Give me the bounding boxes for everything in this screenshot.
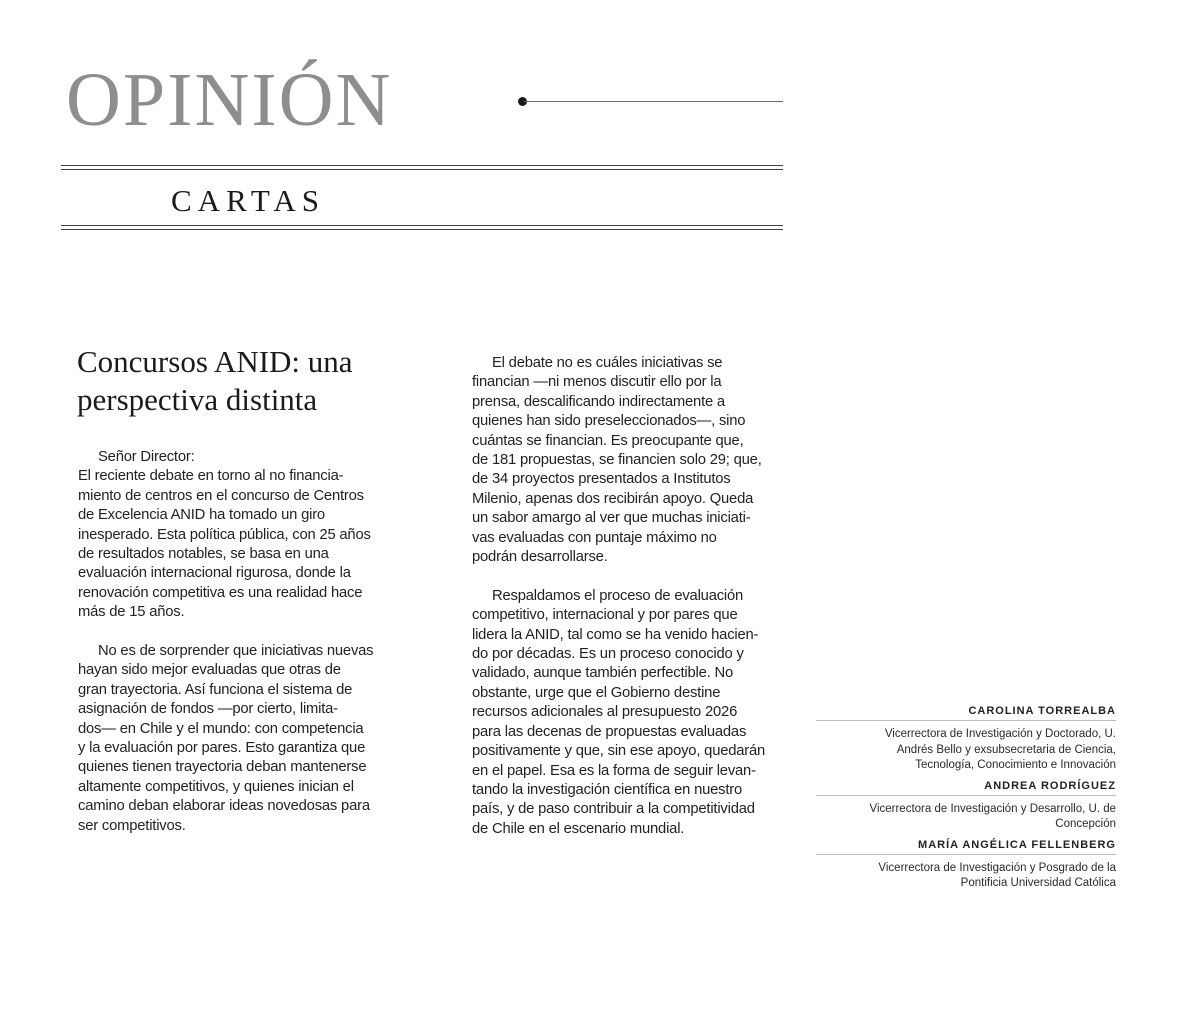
text-line: de Chile en el escenario mundial. [472,820,685,837]
text-line: prensa, descalificando indirectamente a [472,393,725,410]
signature-role [816,802,1116,833]
section-title: OPINIÓN [66,58,393,142]
text-line: vas evaluadas con puntaje máximo no [472,529,717,546]
signature-name: ANDREA RODRÍGUEZ [816,780,1116,796]
headline-line: perspectiva distinta [77,382,318,417]
text-line: El debate no es cuáles iniciativas se [492,355,723,371]
text-line: podrán desarrollarse. [472,549,608,566]
text-line: un sabor amargo al ver que muchas iniciati- [472,510,751,527]
text-line: Respaldamos el proceso de evaluación [492,587,744,604]
text-line: dos— en Chile y el mundo: con competencia [78,720,364,737]
text-line: quienes han sido preseleccionados—, sino [472,413,746,430]
text-line: altamente competitivos, y quienes inician el [78,778,354,795]
text-line: ser competitivos. [78,817,186,834]
article-headline [77,343,427,419]
article-column-1 [78,448,418,836]
text-line: de resultados notables, se basa en una [78,546,329,563]
signature-name: MARÍA ANGÉLICA FELLENBERG [816,839,1116,855]
text-line: inesperado. Esta política pública, con 25 años [78,526,371,543]
article-column-2 [472,354,812,839]
text-line: camino deban elaborar ideas novedosas para [78,798,370,815]
role-line: Vicerrectora de Investigación y Posgrado de la [878,861,1116,874]
text-line: recursos adicionales al presupuesto 2026 [472,704,738,721]
signature [816,705,1116,774]
text-line: financian —ni menos discutir ello por la [472,374,722,391]
text-line: de Excelencia ANID ha tomado un giro [78,507,325,524]
header-rule-bottom [61,225,783,230]
text-line: hayan sido mejor evaluadas que otras de [78,662,341,679]
text-line: para las decenas de propuestas evaluadas [472,723,747,740]
signature [816,780,1116,833]
text-line: miento de centros en el concurso de Centros [78,487,364,504]
signature [816,839,1116,892]
text-line: competitivo, internacional y por pares que [472,607,738,624]
text-line: obstante, urge que el Gobierno destine [472,684,721,701]
paragraph-gap [472,567,812,586]
text-line: y la evaluación por pares. Esto garantiza que [78,740,366,757]
role-line: Vicerrectora de Investigación y Doctorado, U. [884,728,1116,740]
text-line: validado, aunque también perfectible. No [472,665,733,682]
headline-line: Concursos ANID: una [77,344,353,379]
role-line: Andrés Bello y exsubsecretaria de Ciencia, [896,743,1116,756]
text-line: de 181 propuestas, se financien solo 29; que, [472,452,762,469]
text-line: renovación competitiva es una realidad hace [78,584,363,601]
header-rule-top [61,165,783,170]
text-line: gran trayectoria. Así funciona el sistema de [78,681,353,698]
text-line: más de 15 años. [78,604,185,621]
paragraph-gap [78,623,418,642]
text-line: quienes tienen trayectoria deban mantenerse [78,759,367,776]
text-line: de 34 proyectos presentados a Institutos [472,471,731,488]
signature-role [816,727,1116,774]
text-line: cuántas se financian. Es preocupante que, [472,432,744,449]
text-line: El reciente debate en torno al no financia- [78,468,344,485]
text-line: positivamente y que, sin ese apoyo, quedarán [472,743,766,760]
subsection-title: CARTAS [171,183,325,218]
signature-name: CAROLINA TORREALBA [816,705,1116,721]
role-line: Tecnología, Conocimiento e Innovación [915,759,1116,771]
text-line: asignación de fondos —por cierto, limita- [78,701,338,718]
text-line: No es de sorprender que iniciativas nuevas [98,643,374,660]
role-line: Pontificia Universidad Católica [960,877,1116,889]
text-line: do por décadas. Es un proceso conocido y [472,646,744,663]
role-line: Vicerrectora de Investigación y Desarrollo, U. de [869,802,1116,815]
decorative-line [524,101,783,102]
role-line: Concepción [1055,818,1116,830]
text-line: en el papel. Esa es la forma de seguir levan- [472,762,756,779]
text-line: Señor Director: [98,449,195,465]
signature-block [816,705,1116,898]
signature-role [816,861,1116,892]
text-line: tando la investigación científica en nuestro [472,781,743,798]
text-line: Milenio, apenas dos recibirán apoyo. Queda [472,490,754,507]
text-line: lidera la ANID, tal como se ha venido hacien- [472,626,759,643]
text-line: país, y de paso contribuir a la competitividad [472,801,755,818]
text-line: evaluación internacional rigurosa, donde la [78,565,351,582]
